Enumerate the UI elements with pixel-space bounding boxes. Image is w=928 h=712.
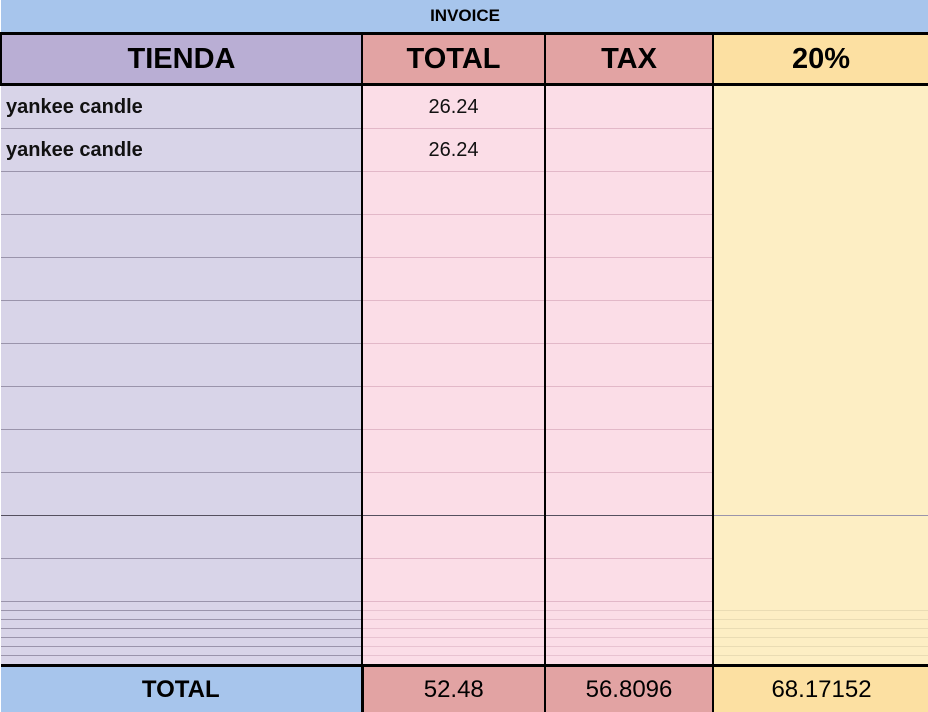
collapsed-row — [1, 656, 928, 666]
collapsed-row — [1, 638, 928, 647]
cell-tax[interactable] — [545, 473, 713, 516]
cell-tienda[interactable] — [1, 602, 362, 611]
cell-percent[interactable] — [713, 629, 928, 638]
cell-tienda[interactable] — [1, 258, 362, 301]
cell-percent[interactable] — [713, 516, 928, 559]
cell-total[interactable] — [362, 516, 545, 559]
cell-tax[interactable] — [545, 602, 713, 611]
cell-tienda[interactable]: yankee candle — [1, 129, 362, 172]
collapsed-row — [1, 647, 928, 656]
header-tax[interactable]: TAX — [545, 34, 713, 85]
cell-total[interactable] — [362, 629, 545, 638]
collapsed-row — [1, 629, 928, 638]
cell-percent[interactable] — [713, 656, 928, 666]
cell-total[interactable] — [362, 344, 545, 387]
cell-total[interactable]: 26.24 — [362, 129, 545, 172]
cell-tienda[interactable] — [1, 629, 362, 638]
cell-tienda[interactable] — [1, 172, 362, 215]
cell-tienda[interactable] — [1, 559, 362, 602]
cell-percent[interactable] — [713, 647, 928, 656]
cell-total[interactable] — [362, 258, 545, 301]
cell-tienda[interactable] — [1, 656, 362, 666]
table-row — [1, 129, 928, 172]
cell-total[interactable] — [362, 215, 545, 258]
cell-tax[interactable] — [545, 172, 713, 215]
header-tienda[interactable]: TIENDA — [1, 34, 362, 85]
totals-label: TOTAL — [1, 666, 362, 712]
header-total[interactable]: TOTAL — [362, 34, 545, 85]
cell-tienda[interactable] — [1, 344, 362, 387]
table-row — [1, 516, 928, 559]
header-row — [1, 34, 928, 85]
cell-tienda[interactable] — [1, 387, 362, 430]
table-row — [1, 559, 928, 602]
cell-tienda[interactable] — [1, 647, 362, 656]
collapsed-row — [1, 611, 928, 620]
collapsed-row — [1, 620, 928, 629]
title-row — [1, 0, 928, 34]
cell-total[interactable] — [362, 172, 545, 215]
cell-total[interactable] — [362, 638, 545, 647]
cell-percent[interactable] — [713, 85, 928, 129]
cell-total[interactable] — [362, 473, 545, 516]
cell-tienda[interactable] — [1, 516, 362, 559]
cell-tax[interactable] — [545, 559, 713, 602]
cell-tax[interactable] — [545, 344, 713, 387]
cell-tienda[interactable] — [1, 620, 362, 629]
cell-total[interactable] — [362, 647, 545, 656]
cell-total[interactable] — [362, 620, 545, 629]
totals-row — [1, 666, 928, 712]
cell-tax[interactable] — [545, 611, 713, 620]
cell-tax[interactable] — [545, 85, 713, 129]
cell-tienda[interactable] — [1, 638, 362, 647]
cell-tienda[interactable] — [1, 215, 362, 258]
totals-tax-value[interactable]: 56.8096 — [545, 666, 713, 712]
cell-percent[interactable] — [713, 559, 928, 602]
table-row — [1, 85, 928, 129]
totals-percent-value[interactable]: 68.17152 — [713, 666, 928, 712]
cell-tax[interactable] — [545, 129, 713, 172]
cell-tienda[interactable] — [1, 473, 362, 516]
cell-percent[interactable] — [713, 611, 928, 620]
totals-total-value[interactable]: 52.48 — [362, 666, 545, 712]
cell-total[interactable] — [362, 656, 545, 666]
cell-total[interactable] — [362, 387, 545, 430]
cell-tax[interactable] — [545, 638, 713, 647]
cell-percent[interactable] — [713, 638, 928, 647]
header-percent[interactable]: 20% — [713, 34, 928, 85]
cell-total[interactable]: 26.24 — [362, 85, 545, 129]
cell-total[interactable] — [362, 559, 545, 602]
cell-tax[interactable] — [545, 430, 713, 473]
cell-tax[interactable] — [545, 656, 713, 666]
invoice-title: INVOICE — [1, 0, 928, 34]
cell-percent[interactable] — [713, 602, 928, 611]
cell-tax[interactable] — [545, 516, 713, 559]
cell-tax[interactable] — [545, 647, 713, 656]
collapsed-row — [1, 602, 928, 611]
cell-tienda[interactable]: yankee candle — [1, 85, 362, 129]
cell-total[interactable] — [362, 602, 545, 611]
cell-tax[interactable] — [545, 387, 713, 430]
cell-tax[interactable] — [545, 215, 713, 258]
cell-total[interactable] — [362, 430, 545, 473]
cell-percent-merged[interactable] — [713, 129, 928, 516]
cell-tax[interactable] — [545, 258, 713, 301]
cell-total[interactable] — [362, 301, 545, 344]
cell-percent[interactable] — [713, 620, 928, 629]
cell-tax[interactable] — [545, 301, 713, 344]
cell-total[interactable] — [362, 611, 545, 620]
cell-tienda[interactable] — [1, 430, 362, 473]
cell-tax[interactable] — [545, 620, 713, 629]
cell-tienda[interactable] — [1, 611, 362, 620]
cell-tax[interactable] — [545, 629, 713, 638]
cell-tienda[interactable] — [1, 301, 362, 344]
